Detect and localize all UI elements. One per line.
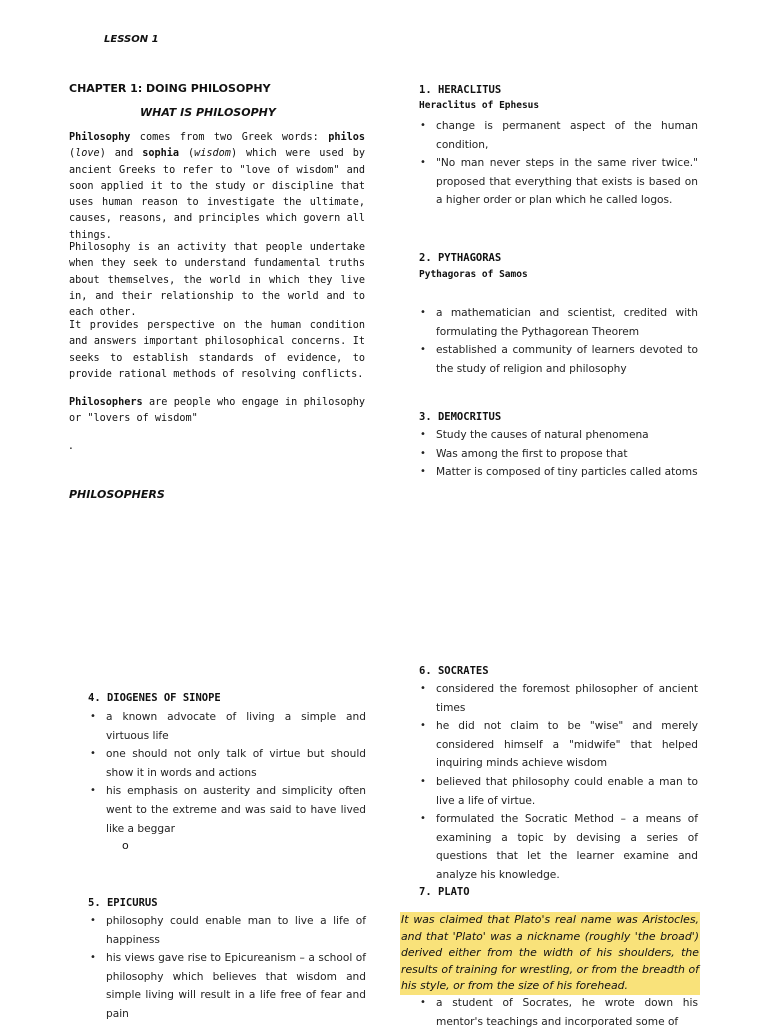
plato-list: [420, 994, 698, 1031]
heraclitus-subtitle: Heraclitus of Ephesus: [419, 100, 540, 111]
socrates-title: 6. SOCRATES: [419, 665, 489, 677]
list-item: • one should not only talk of virtue but should show it in words and actions: [90, 745, 366, 782]
epicurus-title: 5. EPICURUS: [88, 897, 158, 909]
list-item: • his emphasis on austerity and simplicity often went to the extreme and was said to have lived like a beggar: [90, 782, 366, 838]
list-item: • his views gave rise to Epicureanism – a school of philosophy which believes that wisdom and simple living will result in a life free of fear and pain: [90, 949, 366, 1023]
heraclitus-title: 1. HERACLITUS: [419, 84, 502, 96]
term-philosophy: Philosophy: [69, 132, 131, 143]
intro-paragraph-1: Philosophy comes from two Greek words: philos (love) and sophia (wisdom) which were used by ancient Greeks to refer to "love of wisdom" and soon applied it to the study or discipline that uses human reason to investigate the ultimate, causes, reasons, and principles which govern all things.: [69, 132, 365, 241]
list-item: • a student of Socrates, he wrote down his mentor's teachings and incorporated some of: [420, 994, 698, 1031]
socrates-list: [420, 680, 698, 885]
list-item: • believed that philosophy could enable a man to live a life of virtue.: [420, 773, 698, 810]
stray-dot: .: [69, 438, 73, 452]
list-item: • established a community of learners devoted to the study of religion and philosophy: [420, 341, 698, 378]
list-item: • a known advocate of living a simple and virtuous life: [90, 708, 366, 745]
list-item: • considered the foremost philosopher of ancient times: [420, 680, 698, 717]
democritus-title: 3. DEMOCRITUS: [419, 411, 502, 423]
heraclitus-list: [420, 117, 698, 210]
chapter-title: CHAPTER 1: DOING PHILOSOPHY: [69, 82, 271, 95]
diogenes-list: [90, 708, 366, 838]
list-item: • he did not claim to be "wise" and merely considered himself a "midwife" that helped inquiring minds achieve wisdom: [420, 717, 698, 773]
term-sophia: sophia: [142, 148, 179, 160]
intro-paragraph-2: Philosophy is an activity that people undertake when they seek to understand fundamental truths about themselves, the world in which they live in, and their relationship to the world and to each other.: [69, 242, 365, 319]
intro-paragraph-4: Philosophers are people who engage in philosophy or "lovers of wisdom": [69, 397, 365, 425]
pythagoras-list: [420, 304, 698, 378]
list-item: • a mathematician and scientist, credited with formulating the Pythagorean Theorem: [420, 304, 698, 341]
list-item: • Was among the first to propose that: [420, 445, 698, 464]
pythagoras-subtitle: Pythagoras of Samos: [419, 269, 528, 280]
list-item: • Matter is composed of tiny particles called atoms: [420, 463, 698, 482]
term-philos: philos: [328, 132, 365, 143]
list-item: • change is permanent aspect of the human condition,: [420, 117, 698, 154]
list-item: • Study the causes of natural phenomena: [420, 426, 698, 445]
diogenes-title: 4. DIOGENES OF SINOPE: [88, 692, 221, 704]
plato-title: 7. PLATO: [419, 886, 470, 898]
intro-paragraph-3: It provides perspective on the human condition and answers important philosophical concerns. It seeks to establish standards of evidence, to provide rational methods of resolving conflicts.: [69, 320, 365, 380]
democritus-list: [420, 426, 698, 482]
list-item: • philosophy could enable man to live a life of happiness: [90, 912, 366, 949]
plato-highlighted-quote: It was claimed that Plato's real name was Aristocles, and that 'Plato' was a nickname (roughly 'the broad') derived either from the width of his shoulders, the results of training for wrestling, or from the breadth of his style, or from the size of his forehead.: [400, 912, 700, 995]
list-item: • "No man never steps in the same river twice." proposed that everything that exists is based on a higher order or plan which he called logos.: [420, 154, 698, 210]
chapter-subtitle: WHAT IS PHILOSOPHY: [140, 106, 276, 119]
sub-bullet-marker: o: [122, 839, 129, 852]
lesson-label: LESSON 1: [104, 34, 159, 45]
epicurus-list: [90, 912, 366, 1024]
term-philosophers: Philosophers: [69, 397, 143, 408]
pythagoras-title: 2. PYTHAGORAS: [419, 252, 502, 264]
list-item: • formulated the Socratic Method – a means of examining a topic by devising a series of questions that let the learner examine and analyze his knowledge.: [420, 810, 698, 884]
philosophers-heading: PHILOSOPHERS: [69, 488, 165, 501]
